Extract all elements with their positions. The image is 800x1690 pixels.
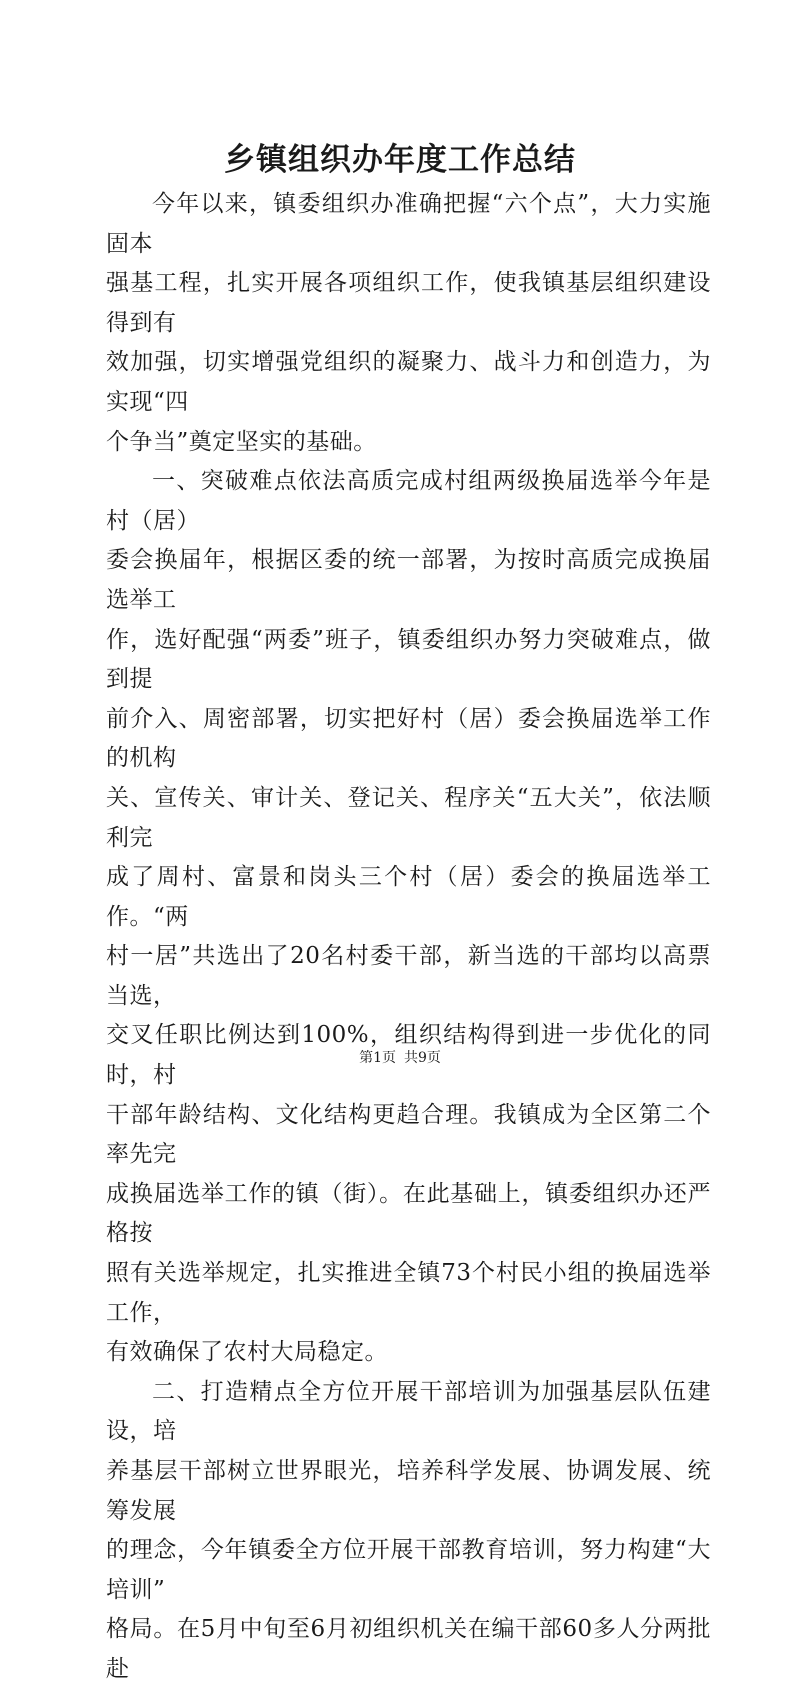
document-body [106, 185, 711, 1690]
paragraph-intro: 今年以来，镇委组织办准确把握“六个点”，大力实施固本 强基工程，扎实开展各项组织工作，使我镇基层组织建设得到有 效加强，切实增强党组织的凝聚力、战斗力和创造力，为实现“四 个争当”奠定坚实的基础。 [106, 191, 711, 455]
document-title: 乡镇组织办年度工作总结 [224, 142, 576, 178]
page-total: 共9页 [404, 1050, 441, 1066]
page-footer [0, 1049, 800, 1067]
paragraph-section-2: 二、打造精点全方位开展干部培训为加强基层队伍建设，培 养基层干部树立世界眼光，培养科学发展、协调发展、统筹发展 的理念，今年镇委全方位开展干部教育培训，努力构建“大培训” 格局。在5月中旬至6月初组织机关在编干部60多人分两批赴 [106, 1378, 711, 1682]
paragraph-section-1: 一、突破难点依法高质完成村组两级换届选举今年是村（居） 委会换届年，根据区委的统一部署，为按时高质完成换届选举工 作，选好配强“两委”班子，镇委组织办努力突破难点，做到提 前介入、周密部署，切实把好村（居）委会换届选举工作的机构 关、宣传关、审计关、登记关、程序关“五大关”，依法顺利完 成了周村、富景和岗头三个村（居）委会的换届选举工作。“两 村一居”共选出了20名村委干部，新当选的干部均以高票当选， 交叉任职比例达到100%，组织结构得到进一步优化的同时，村 干部年龄结构、文化结构更趋合理。我镇成为全区第二个率先完 成换届选举工作的镇（街）。在此基础上，镇委组织办还严格按 照有关选举规定，扎实推进全镇73个村民小组的换届选举工作， 有效确保了农村大局稳定。 [106, 468, 711, 1366]
page-number: 第1页 [359, 1050, 396, 1066]
